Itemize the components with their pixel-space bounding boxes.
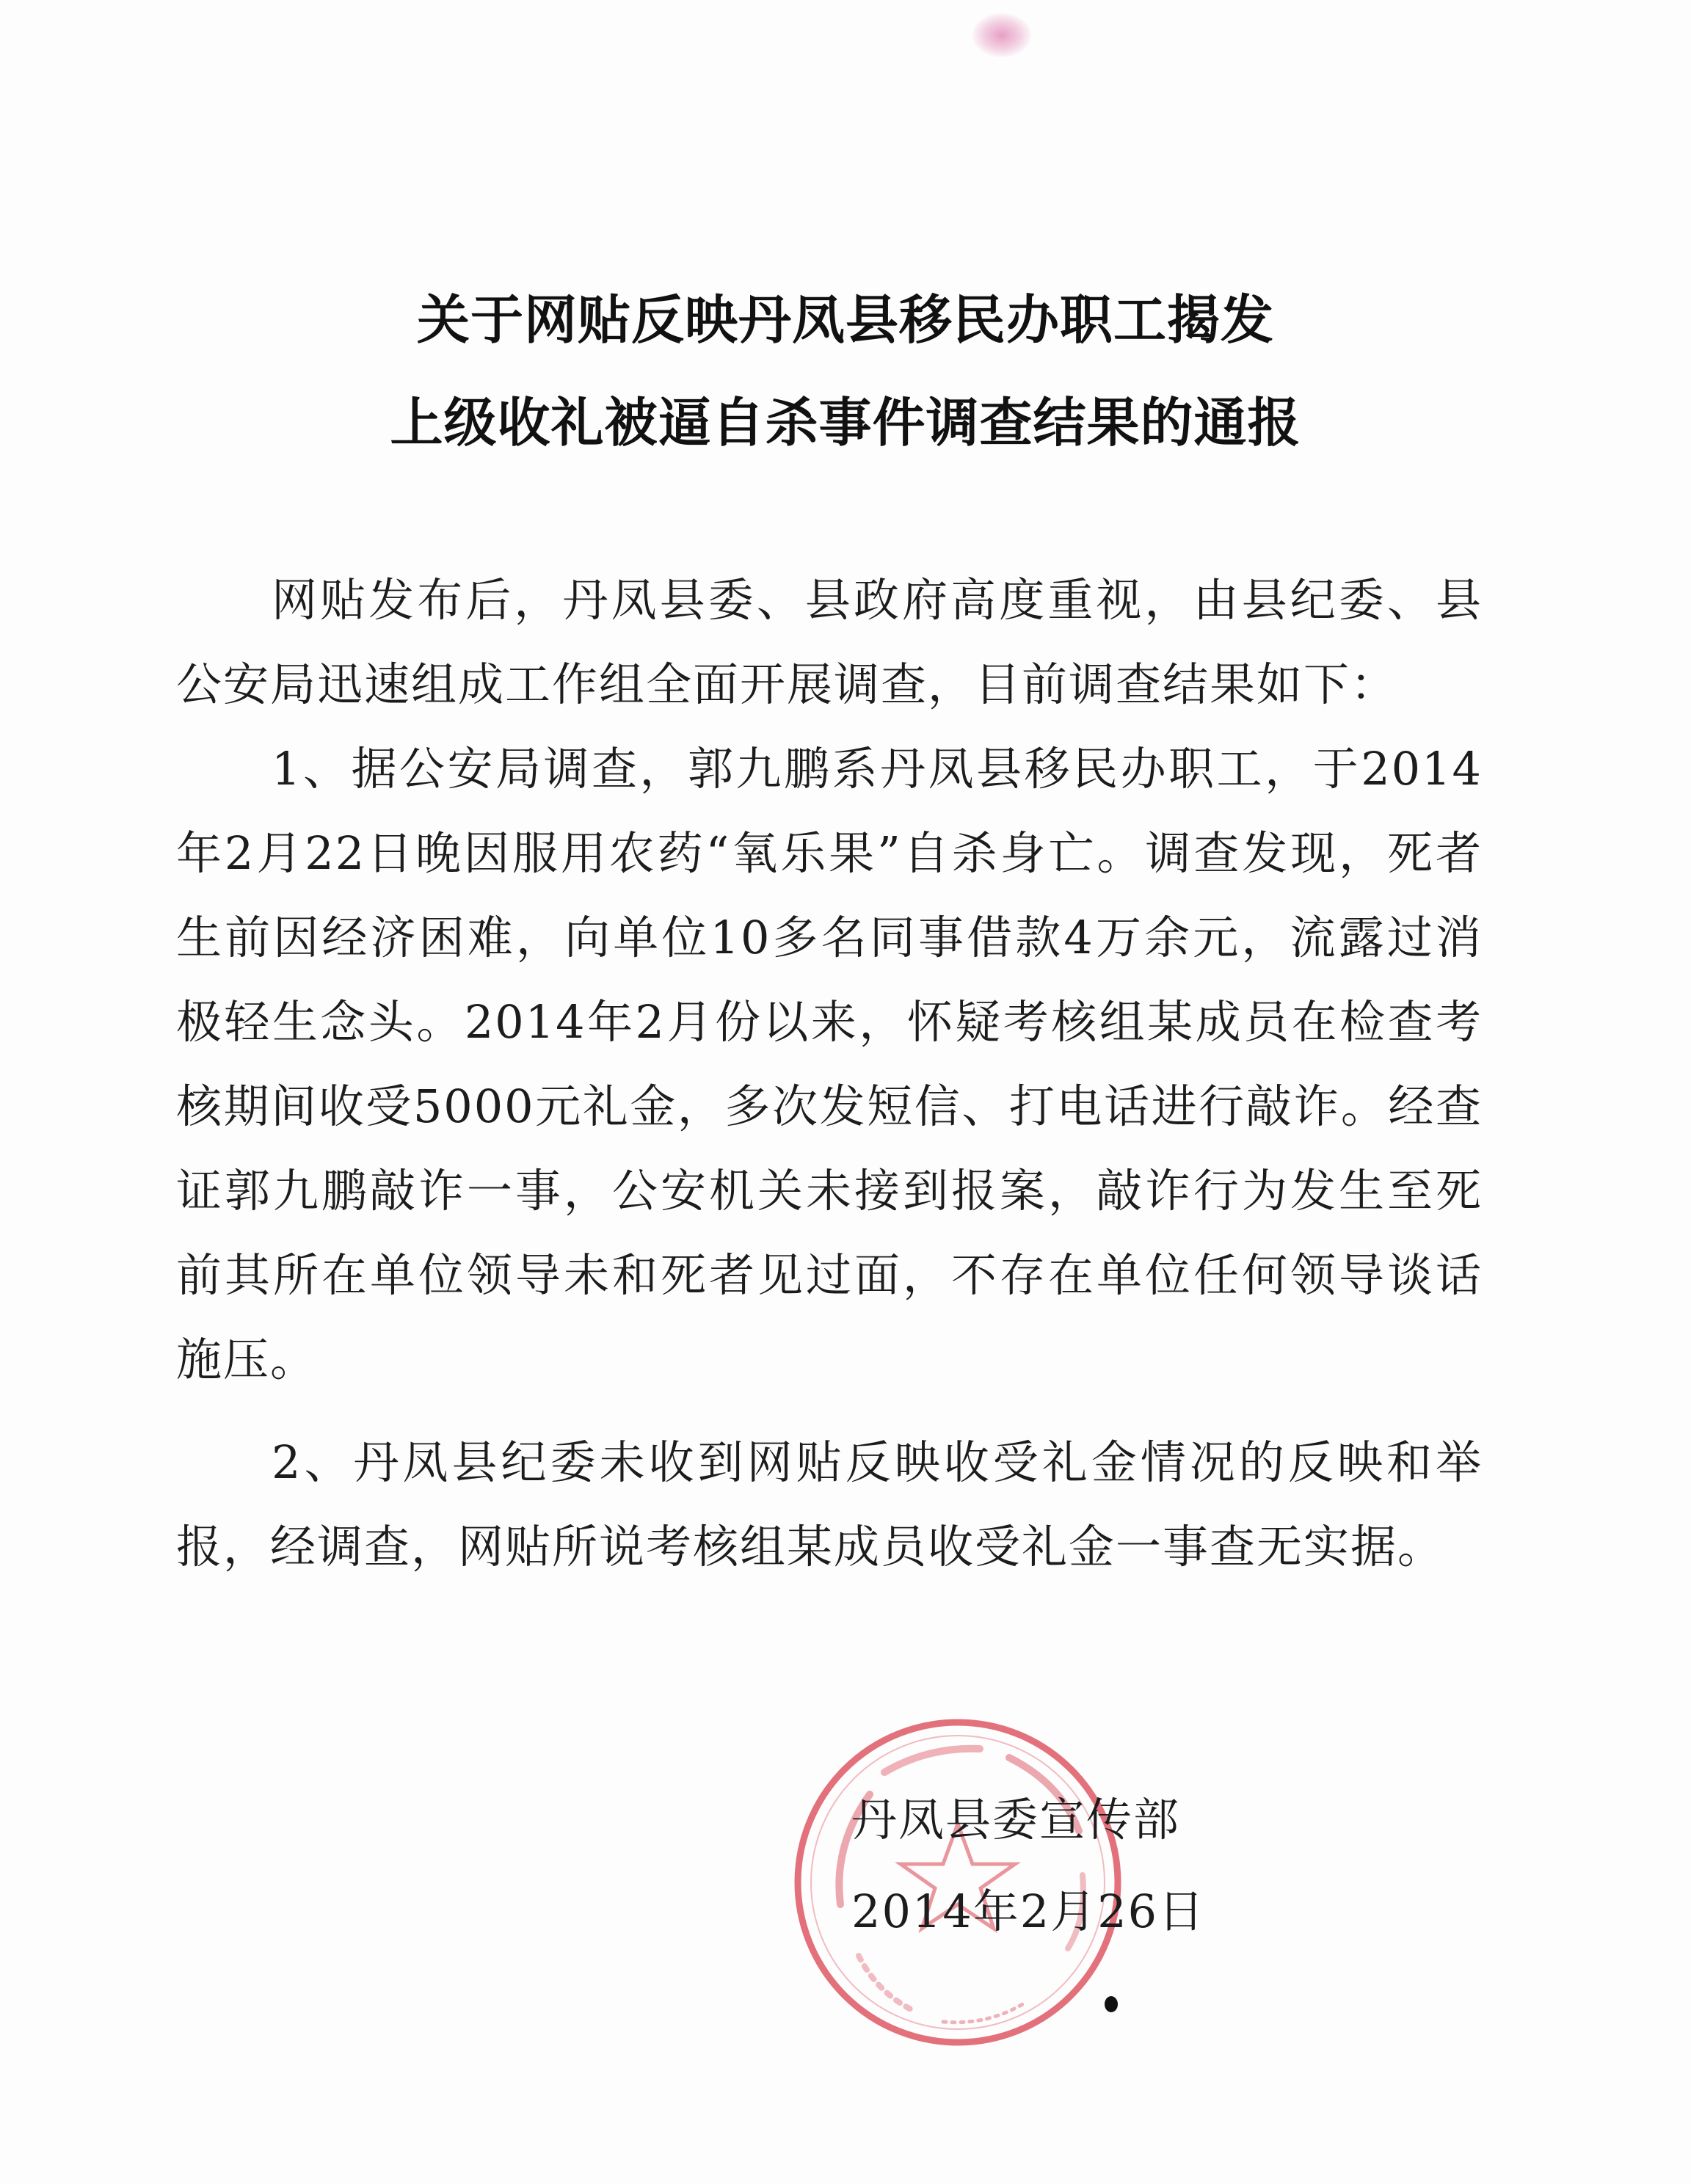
signature-organization: 丹凤县委宣传部 (851, 1793, 1181, 1846)
finding-1-paragraph (176, 727, 1483, 1402)
document-title-line-1: 关于网贴反映丹凤县移民办职工揭发 (416, 289, 1274, 351)
intro-paragraph (176, 558, 1483, 727)
ink-smudge (972, 13, 1031, 57)
intro-text: 网贴发布后，丹凤县委、县政府高度重视，由县纪委、县公安局迅速组成工作组全面开展调查，目前调查结果如下： (176, 573, 1483, 711)
signature-date: 2014年2月26日 (851, 1885, 1206, 1938)
finding-1-text: 1、据公安局调查，郭九鹏系丹凤县移民办职工，于2014年2月22日晚因服用农药“氧乐果”自杀身亡。调查发现，死者生前因经济困难，向单位10多名同事借款4万余元，流露过消极轻生念头。2014年2月份以来，怀疑考核组某成员在检查考核期间收受5000元礼金，多次发短信、打电话进行敲诈。经查证郭九鹏敲诈一事，公安机关未接到报案，敲诈行为发生至死前其所在单位领导未和死者见过面，不存在单位任何领导谈话施压。 (176, 742, 1483, 1386)
finding-2-text: 2、丹凤县纪委未收到网贴反映收受礼金情况的反映和举报，经调查，网贴所说考核组某成员收受礼金一事查无实据。 (176, 1435, 1483, 1573)
ink-dot (1105, 1996, 1118, 2012)
finding-2-paragraph (176, 1420, 1483, 1589)
document-title-line-2: 上级收礼被逼自杀事件调查结果的通报 (390, 392, 1301, 454)
